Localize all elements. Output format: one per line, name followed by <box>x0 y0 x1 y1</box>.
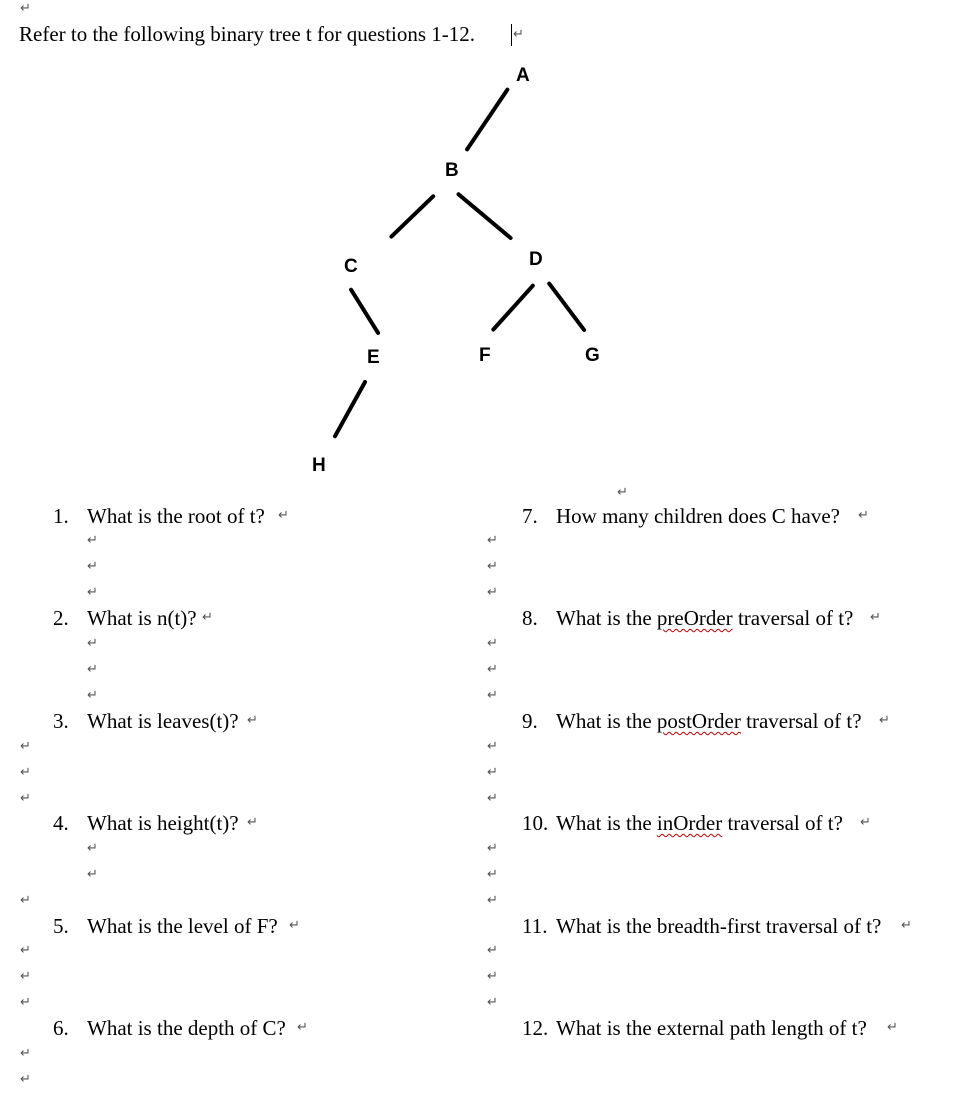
paragraph-mark: ↵ <box>487 943 498 958</box>
paragraph-mark: ↵ <box>20 1 31 16</box>
paragraph-mark: ↵ <box>247 713 258 728</box>
question-text: How many children does C have? <box>556 504 841 528</box>
question-5 <box>53 916 278 937</box>
paragraph-mark: ↵ <box>487 995 498 1010</box>
tree-edge-b-c <box>389 193 436 239</box>
paragraph-mark: ↵ <box>487 969 498 984</box>
question-text: What is the depth of C? <box>87 1016 286 1040</box>
question-text: What is the breadth-first traversal of t? <box>556 914 882 938</box>
question-2 <box>53 608 197 629</box>
paragraph-mark: ↵ <box>87 688 98 703</box>
paragraph-mark: ↵ <box>879 713 890 728</box>
paragraph-mark: ↵ <box>20 1072 31 1087</box>
intro-label: Refer to the following binary tree t for questions 1-12. <box>19 22 476 46</box>
paragraph-mark: ↵ <box>20 765 31 780</box>
paragraph-mark: ↵ <box>20 739 31 754</box>
tree-edge-d-g <box>546 281 587 333</box>
paragraph-mark: ↵ <box>87 559 98 574</box>
question-number: 8. <box>522 606 538 630</box>
paragraph-mark: ↵ <box>487 559 498 574</box>
question-text-start: What is the <box>556 606 657 630</box>
tree-node-d: D <box>529 249 543 270</box>
paragraph-mark: ↵ <box>87 841 98 856</box>
paragraph-mark: ↵ <box>297 1020 308 1035</box>
question-3 <box>53 711 239 732</box>
question-text: What is the root of t? <box>87 504 265 528</box>
question-text: What is the external path length of t? <box>556 1016 867 1040</box>
question-number: 4. <box>53 811 69 835</box>
spelling-flagged-word[interactable]: preOrder <box>656 606 733 630</box>
question-text-start: What is the <box>556 811 657 835</box>
paragraph-mark: ↵ <box>487 585 498 600</box>
tree-node-h: H <box>312 455 326 476</box>
paragraph-mark: ↵ <box>487 636 498 651</box>
paragraph-mark: ↵ <box>858 508 869 523</box>
paragraph-mark: ↵ <box>487 867 498 882</box>
paragraph-mark: ↵ <box>487 765 498 780</box>
question-10 <box>522 813 843 834</box>
tree-node-e: E <box>367 347 380 368</box>
tree-edge-d-f <box>491 283 536 332</box>
question-text-end: traversal of t? <box>740 709 862 733</box>
paragraph-mark: ↵ <box>487 841 498 856</box>
paragraph-mark: ↵ <box>87 662 98 677</box>
question-number: 10. <box>522 811 549 835</box>
question-7 <box>522 506 840 527</box>
question-text: What is n(t)? <box>87 606 197 630</box>
paragraph-mark: ↵ <box>20 893 31 908</box>
question-6 <box>53 1018 286 1039</box>
tree-edge-a-b <box>464 87 510 152</box>
paragraph-mark: ↵ <box>487 739 498 754</box>
spelling-flagged-word[interactable]: inOrder <box>656 811 723 835</box>
tree-node-b: B <box>445 160 459 181</box>
question-1 <box>53 506 265 527</box>
paragraph-mark: ↵ <box>870 610 881 625</box>
paragraph-mark: ↵ <box>278 508 289 523</box>
paragraph-mark: ↵ <box>487 662 498 677</box>
question-11 <box>522 916 881 937</box>
question-12 <box>522 1018 867 1039</box>
question-number: 5. <box>53 914 69 938</box>
question-number: 2. <box>53 606 69 630</box>
question-text: What is height(t)? <box>87 811 239 835</box>
question-number: 12. <box>522 1016 549 1040</box>
paragraph-mark: ↵ <box>617 485 628 500</box>
question-text-end: traversal of t? <box>732 606 854 630</box>
paragraph-mark: ↵ <box>247 815 258 830</box>
paragraph-mark: ↵ <box>87 636 98 651</box>
question-number: 6. <box>53 1016 69 1040</box>
tree-edge-b-d <box>456 191 514 240</box>
tree-node-a: A <box>516 65 530 86</box>
question-number: 11. <box>522 914 548 938</box>
paragraph-mark: ↵ <box>289 918 300 933</box>
tree-edge-e-h <box>332 379 367 439</box>
paragraph-mark: ↵ <box>87 867 98 882</box>
spelling-flagged-word[interactable]: postOrder <box>656 709 741 733</box>
question-text-start: What is the <box>556 709 657 733</box>
paragraph-mark: ↵ <box>513 27 524 42</box>
paragraph-mark: ↵ <box>487 791 498 806</box>
paragraph-mark: ↵ <box>20 969 31 984</box>
question-9 <box>522 711 862 732</box>
paragraph-mark: ↵ <box>87 533 98 548</box>
paragraph-mark: ↵ <box>901 918 912 933</box>
question-text: What is leaves(t)? <box>87 709 239 733</box>
question-text: What is the level of F? <box>87 914 278 938</box>
text-cursor <box>511 24 512 46</box>
question-4 <box>53 813 239 834</box>
question-number: 1. <box>53 504 69 528</box>
paragraph-mark: ↵ <box>487 893 498 908</box>
tree-edge-c-e <box>348 287 381 336</box>
paragraph-mark: ↵ <box>860 815 871 830</box>
paragraph-mark: ↵ <box>487 533 498 548</box>
tree-node-g: G <box>585 345 600 366</box>
question-text-end: traversal of t? <box>722 811 843 835</box>
paragraph-mark: ↵ <box>20 791 31 806</box>
paragraph-mark: ↵ <box>487 688 498 703</box>
question-number: 9. <box>522 709 538 733</box>
question-8 <box>522 608 853 629</box>
tree-node-c: C <box>344 256 358 277</box>
paragraph-mark: ↵ <box>20 1046 31 1061</box>
question-number: 3. <box>53 709 69 733</box>
intro-text <box>19 24 475 45</box>
tree-node-f: F <box>479 345 491 366</box>
paragraph-mark: ↵ <box>20 995 31 1010</box>
paragraph-mark: ↵ <box>202 610 213 625</box>
paragraph-mark: ↵ <box>887 1020 898 1035</box>
paragraph-mark: ↵ <box>87 585 98 600</box>
question-number: 7. <box>522 504 538 528</box>
paragraph-mark: ↵ <box>20 943 31 958</box>
